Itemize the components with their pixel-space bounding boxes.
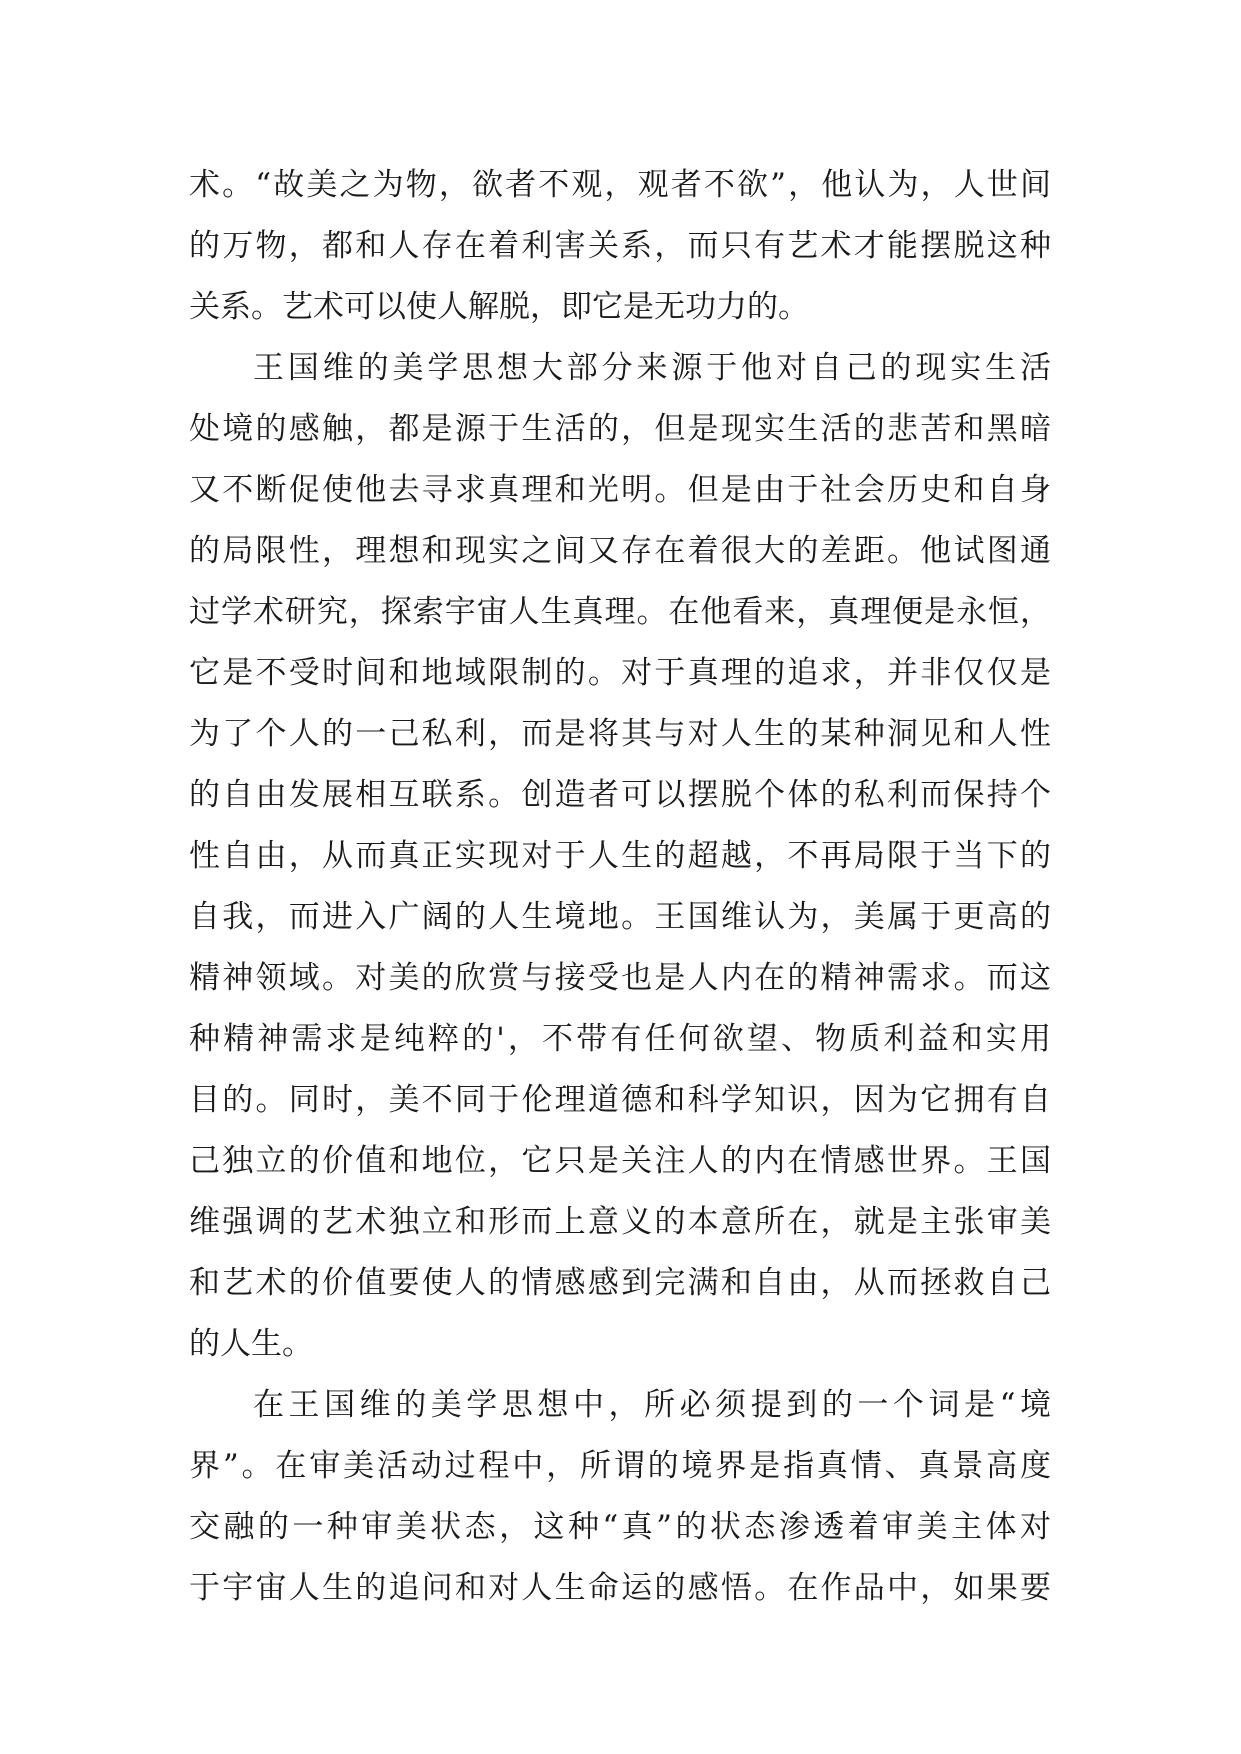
text-line: 的局限性，理想和现实之间又存在着很大的差距。他试图通: [189, 533, 1051, 569]
text-line: 关系。艺术可以使人解脱，即它是无功力的。: [189, 289, 809, 325]
text-line: 交融的一种审美状态，这种“真”的状态渗透着审美主体对: [189, 1509, 1051, 1545]
text-line: 的自由发展相互联系。创造者可以摆脱个体的私利而保持个: [189, 777, 1051, 813]
body-text: [189, 155, 1051, 1619]
text-line: 为了个人的一己私利，而是将其与对人生的某种洞见和人性: [189, 716, 1051, 752]
text-line: 它是不受时间和地域限制的。对于真理的追求，并非仅仅是: [189, 655, 1051, 691]
text-line: 又不断促使他去寻求真理和光明。但是由于社会历史和自身: [189, 472, 1051, 508]
paragraph-1: [189, 155, 1051, 338]
text-line: 和艺术的价值要使人的情感感到完满和自由，从而拯救自己: [189, 1265, 1051, 1301]
text-line: 的万物，都和人存在着利害关系，而只有艺术才能摆脱这种: [189, 228, 1051, 264]
text-line: 术。“故美之为物，欲者不观，观者不欲”，他认为，人世间: [189, 167, 1051, 203]
text-line: 界”。在审美活动过程中，所谓的境界是指真情、真景高度: [189, 1448, 1051, 1484]
text-line: 处境的感触，都是源于生活的，但是现实生活的悲苦和黑暗: [189, 411, 1051, 447]
text-line: 自我，而进入广阔的人生境地。王国维认为，美属于更高的: [189, 899, 1051, 935]
text-line: 在王国维的美学思想中，所必须提到的一个词是“境: [253, 1387, 1051, 1423]
text-line: 目的。同时，美不同于伦理道德和科学知识，因为它拥有自: [189, 1082, 1051, 1118]
text-line: 王国维的美学思想大部分来源于他对自己的现实生活: [253, 350, 1051, 386]
text-line: 于宇宙人生的追问和对人生命运的感悟。在作品中，如果要: [189, 1570, 1051, 1606]
text-line: 种精神需求是纯粹的'，不带有任何欲望、物质利益和实用: [189, 1021, 1051, 1057]
text-line: 己独立的价值和地位，它只是关注人的内在情感世界。王国: [189, 1143, 1051, 1179]
text-line: 的人生。: [189, 1326, 313, 1362]
paragraph-2: [189, 338, 1051, 1375]
text-line: 过学术研究，探索宇宙人生真理。在他看来，真理便是永恒，: [189, 594, 1051, 630]
paragraph-3: [189, 1375, 1051, 1619]
text-line: 精神领域。对美的欣赏与接受也是人内在的精神需求。而这: [189, 960, 1051, 996]
text-line: 性自由，从而真正实现对于人生的超越，不再局限于当下的: [189, 838, 1051, 874]
text-line: 维强调的艺术独立和形而上意义的本意所在，就是主张审美: [189, 1204, 1051, 1240]
